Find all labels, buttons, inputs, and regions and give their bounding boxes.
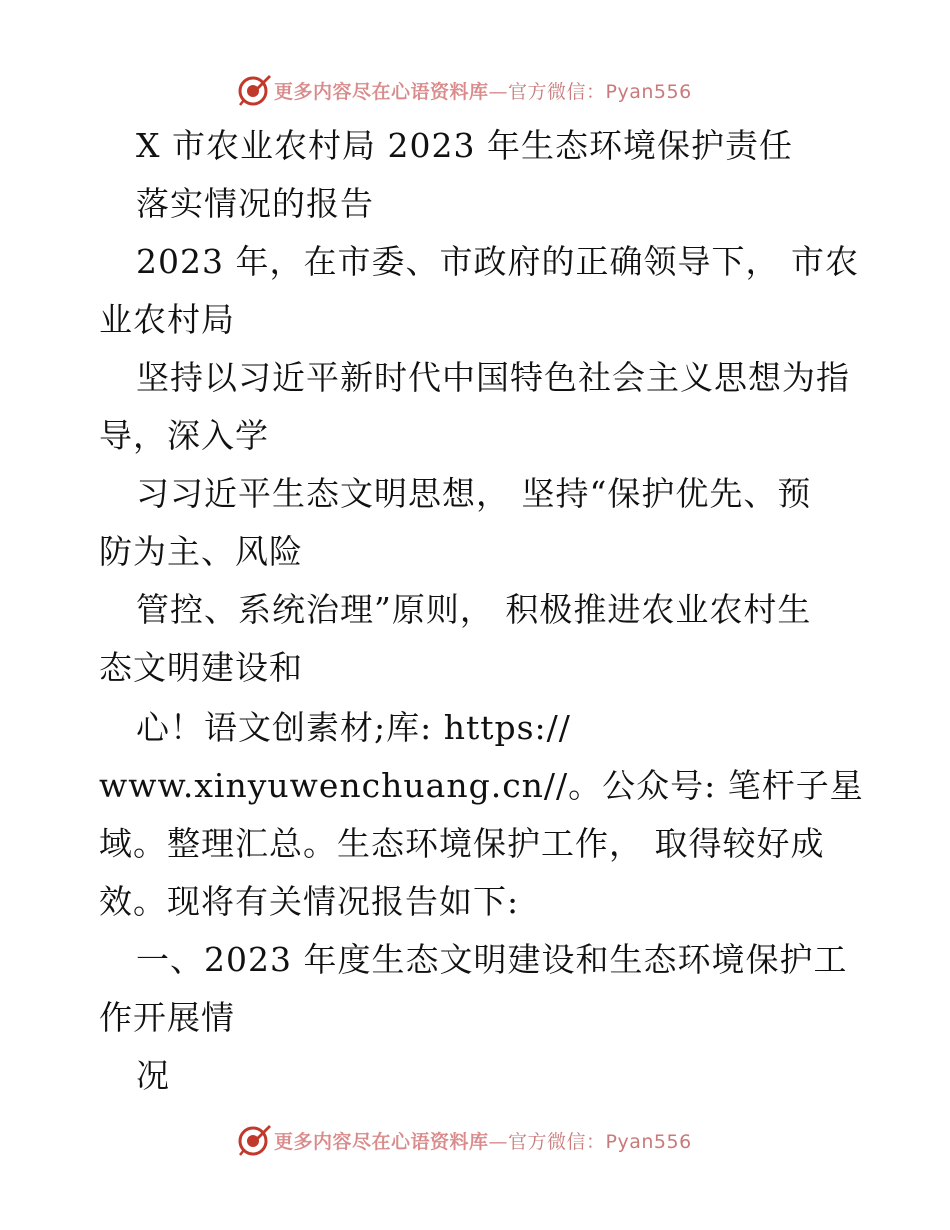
paragraph-line: 业农村局 <box>99 300 235 339</box>
paragraph-line: 态文明建设和 <box>99 648 303 687</box>
section-heading-line: 作开展情 <box>99 998 235 1037</box>
paragraph-line: 导，深入学 <box>99 416 269 455</box>
paragraph-line: 防为主、风险 <box>99 532 303 571</box>
paragraph-line: 域。整理汇总。生态环境保护工作， 取得较好成 <box>99 824 825 863</box>
paragraph-line: 习习近平生态文明思想， 坚持“保护优先、预 <box>136 474 812 513</box>
paragraph-line: 效。现将有关情况报告如下: <box>99 882 520 921</box>
paragraph-line: 2023 年，在市委、市政府的正确领导下， 市农 <box>136 242 859 281</box>
paragraph-line: 心！语文创素材;库: https:// <box>136 708 571 747</box>
watermark-wechat: 官方微信：Pyan556 <box>508 80 692 103</box>
paragraph-line: www.xinyuwenchuang.cn//。公众号: 笔杆子星 <box>99 766 864 805</box>
top-watermark-banner <box>236 72 692 108</box>
section-heading-line: 况 <box>136 1056 170 1095</box>
pen-logo-icon <box>236 72 272 108</box>
title-line-1: X 市农业农村局 2023 年生态环境保护责任 <box>136 126 793 165</box>
watermark-wechat: 官方微信：Pyan556 <box>508 1130 692 1153</box>
paragraph-line: 坚持以习近平新时代中国特色社会主义思想为指 <box>136 358 850 397</box>
watermark-text <box>274 77 692 104</box>
paragraph-line: 管控、系统治理”原则， 积极推进农业农村生 <box>136 590 812 629</box>
watermark-text <box>274 1127 692 1154</box>
watermark-dash: — <box>488 80 509 103</box>
watermark-site-name: 更多内容尽在心语资料库 <box>274 80 489 103</box>
watermark-site-name: 更多内容尽在心语资料库 <box>274 1130 489 1153</box>
title-line-2: 落实情况的报告 <box>136 184 374 223</box>
watermark-dash: — <box>488 1130 509 1153</box>
bottom-watermark-banner <box>236 1122 692 1158</box>
pen-logo-icon <box>236 1122 272 1158</box>
section-heading-line: 一、2023 年度生态文明建设和生态环境保护工 <box>136 940 848 979</box>
